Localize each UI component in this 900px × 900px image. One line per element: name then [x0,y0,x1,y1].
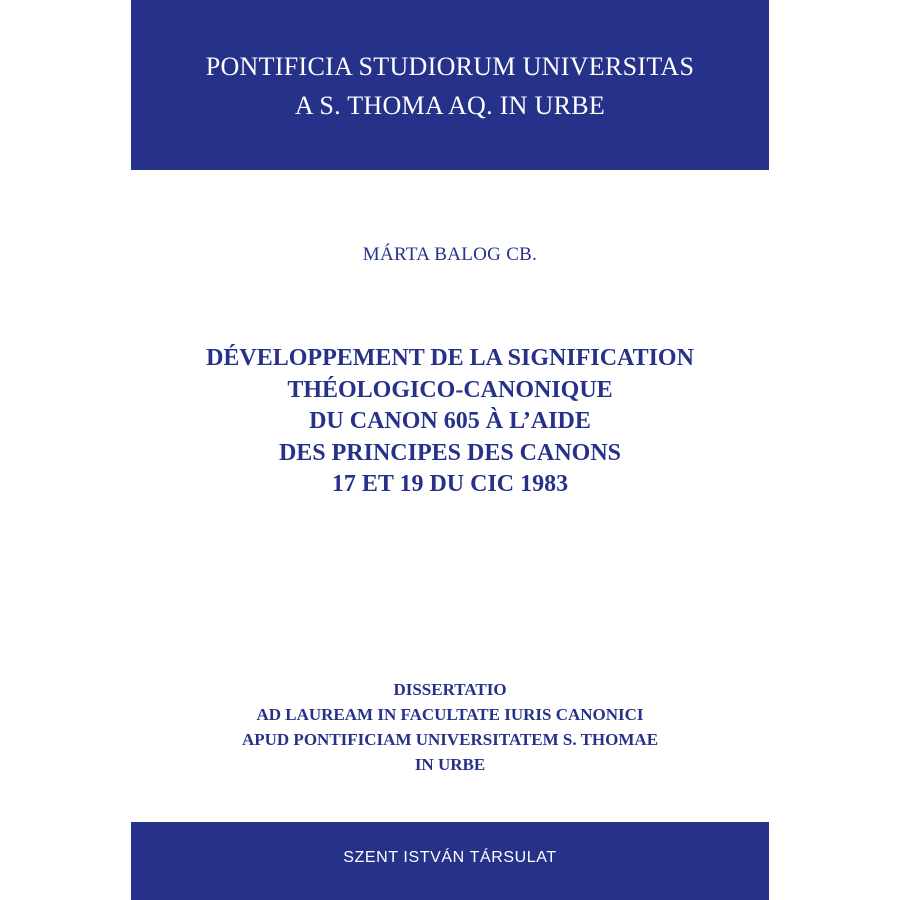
dissertation-line: APUD PONTIFICIAM UNIVERSITATEM S. THOMAE [241,730,659,749]
title-line: DES PRINCIPES DES CANONS [278,439,622,466]
book-title [131,343,769,501]
dissertation-line: DISSERTATIO [393,680,507,699]
dissertation-line: AD LAUREAM IN FACULTATE IURIS CANONICI [256,705,644,724]
university-name-line2: A S. THOMA AQ. IN URBE [294,91,606,120]
book-cover [131,0,769,900]
title-line: THÉOLOGICO-CANONIQUE [287,376,613,403]
publisher-name: SZENT ISTVÁN TÁRSULAT [343,849,557,866]
dissertation-line: IN URBE [414,755,486,774]
title-line: 17 ET 19 DU CIC 1983 [331,471,569,497]
title-line: DÉVELOPPEMENT DE LA SIGNIFICATION [206,345,694,371]
top-blue-band [131,0,769,170]
university-name-line1: PONTIFICIA STUDIORUM UNIVERSITAS [205,52,695,81]
title-line: DU CANON 605 À L’AIDE [309,408,591,434]
dissertation-note [131,677,769,777]
author-name: MÁRTA BALOG CB. [362,244,538,265]
